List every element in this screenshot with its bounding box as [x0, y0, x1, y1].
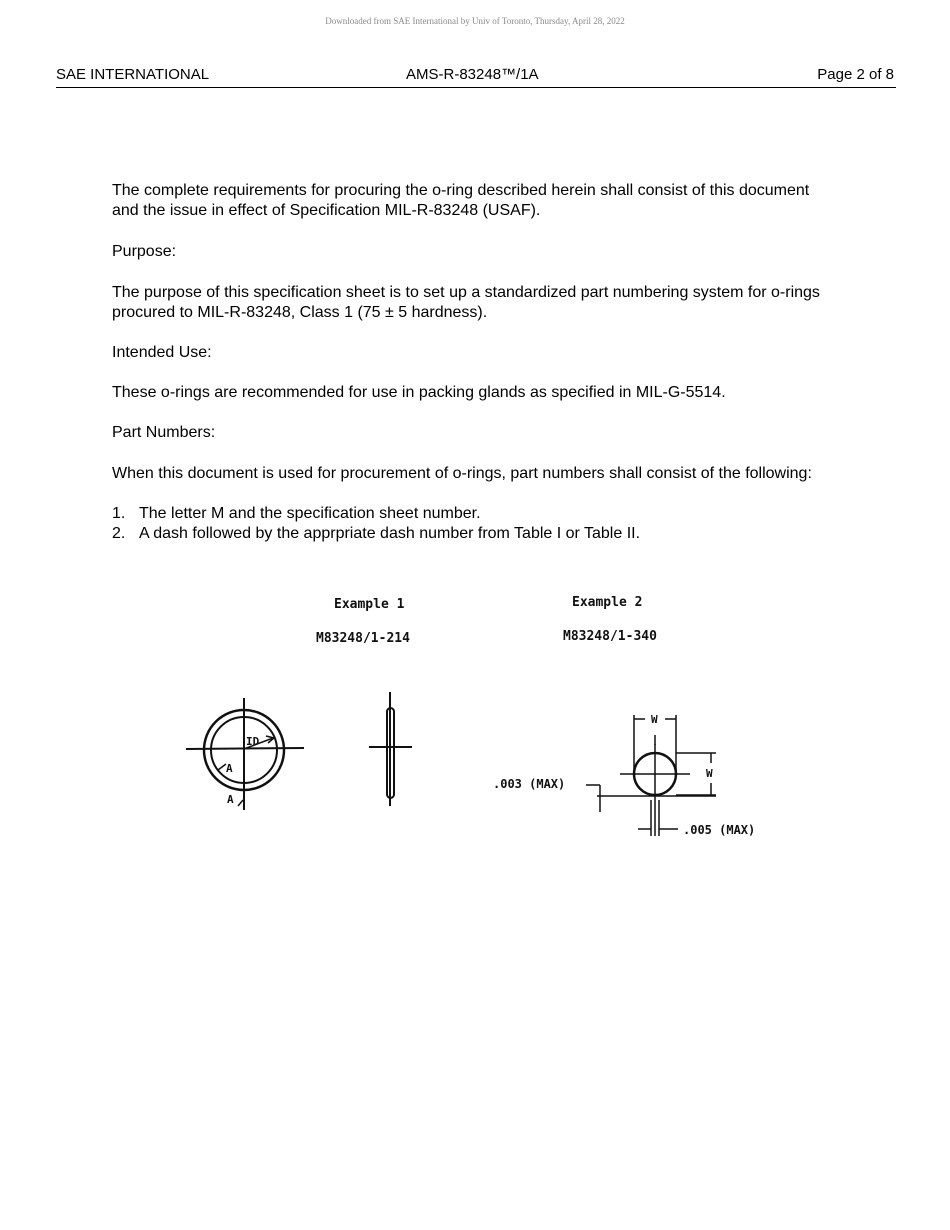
intro-line-1: The complete requirements for procuring the o-ring described herein shall consist of this document	[112, 182, 810, 199]
header-doc-id: AMS-R-83248™/1A	[406, 66, 539, 83]
header-page-number: Page 2 of 8	[817, 66, 894, 83]
label-w-top: W	[651, 713, 658, 726]
purpose-line-1: The purpose of this specification sheet is to set up a standardized part numbering system for o-rings	[112, 284, 820, 301]
o-ring-side-view	[369, 692, 412, 806]
part-numbers-heading: Part Numbers:	[112, 424, 216, 441]
purpose-heading: Purpose:	[112, 243, 177, 260]
list-item-number: 1.	[112, 505, 126, 522]
label-003-max: .003 (MAX)	[493, 777, 566, 791]
intended-use-heading: Intended Use:	[112, 344, 212, 361]
download-watermark: Downloaded from SAE International by Univ of Toronto, Thursday, April 28, 2022	[325, 16, 625, 26]
purpose-line-2: procured to MIL-R-83248, Class 1 (75 ± 5 hardness).	[112, 304, 488, 321]
list-item-text: A dash followed by the apprpriate dash number from Table I or Table II.	[139, 525, 641, 542]
list-item-number: 2.	[112, 525, 126, 542]
example-1-title: Example 1	[334, 597, 405, 612]
label-id: ID	[246, 735, 260, 748]
example-2-part-number: M83248/1-340	[563, 629, 657, 644]
label-w-side: W	[706, 767, 713, 780]
label-005-max: .005 (MAX)	[683, 823, 756, 837]
header-org: SAE INTERNATIONAL	[56, 66, 210, 83]
intended-use-paragraph: These o-rings are recommended for use in packing glands as specified in MIL-G-5514.	[112, 384, 726, 401]
example-2-title: Example 2	[572, 595, 643, 610]
o-ring-front-view	[186, 698, 304, 810]
label-a-bottom: A	[227, 793, 234, 806]
label-a: A	[226, 762, 233, 775]
example-1-part-number: M83248/1-214	[316, 631, 410, 646]
part-numbers-paragraph: When this document is used for procurement of o-rings, part numbers shall consist of the following:	[112, 465, 812, 482]
list-item-text: The letter M and the specification sheet number.	[139, 505, 481, 522]
intro-line-2: and the issue in effect of Specification MIL-R-83248 (USAF).	[112, 202, 541, 219]
cross-section-view	[586, 715, 716, 836]
